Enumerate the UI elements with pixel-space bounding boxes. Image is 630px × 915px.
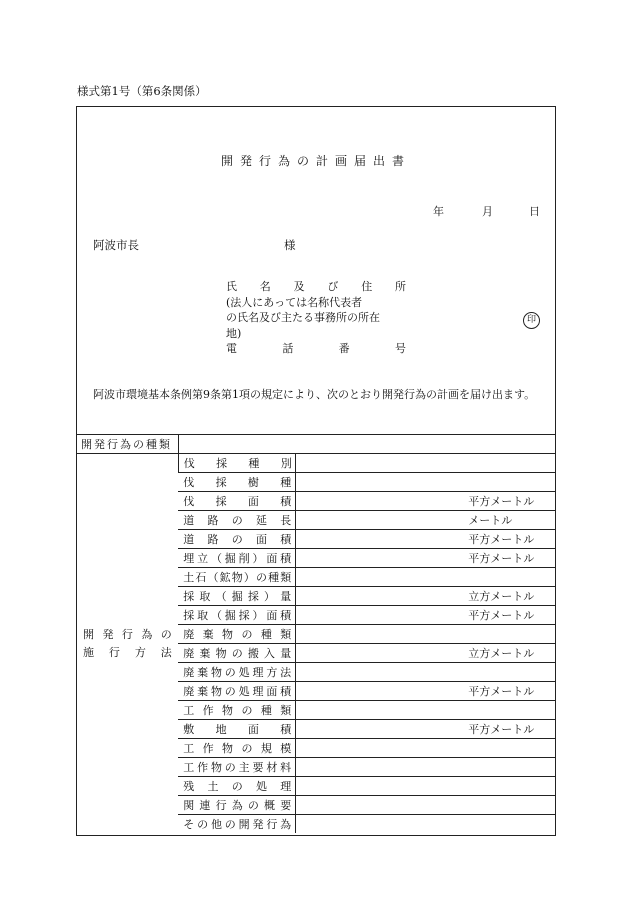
item-label: 伐 採 種 別 [183, 457, 292, 470]
item-value-cell[interactable] [296, 663, 555, 682]
item-unit: 立方メートル [468, 590, 535, 603]
item-value-cell[interactable] [296, 549, 555, 568]
item-value-cell[interactable] [296, 777, 555, 796]
date-day: 日 [529, 205, 540, 218]
item-unit: 平方メートル [468, 495, 535, 508]
honorific: 様 [284, 238, 296, 252]
item-label: 道 路 の 面 積 [183, 533, 292, 546]
item-unit: 平方メートル [468, 723, 535, 736]
method-label-line: 施 行 方 法 [83, 645, 172, 659]
date-month: 月 [482, 205, 493, 218]
seal-mark: 印 [523, 312, 540, 329]
item-label-cell [178, 663, 295, 682]
item-label-cell [178, 682, 295, 701]
item-label: 伐 採 樹 種 [183, 476, 292, 489]
corp-note-line-2: の氏名及び主たる事務所の所在 [226, 311, 380, 324]
method-label-line: 開 発 行 為 の [83, 627, 172, 641]
item-label-cell [178, 492, 295, 511]
item-value-cell[interactable] [296, 568, 555, 587]
item-label: 廃 棄 物 の 種 類 [183, 628, 292, 641]
item-label: 採 取 （ 掘 採 ） 面 積 [183, 609, 292, 622]
item-value-cell[interactable] [296, 625, 555, 644]
item-label: 廃 棄 物 の 処 理 面 積 [183, 685, 292, 698]
corp-note-line-1: (法人にあっては名称代表者 [226, 295, 363, 309]
item-unit: 平方メートル [468, 685, 535, 698]
phone-label: 電 話 番 号 [226, 342, 406, 355]
item-label: 工 作 物 の 規 模 [183, 742, 292, 755]
item-label-cell [178, 701, 295, 720]
form-title: 開発行為の計画届出書 [220, 154, 411, 168]
item-value-cell[interactable] [296, 796, 555, 815]
plan-table [77, 434, 555, 833]
form-number-label: 様式第1号（第6条関係） [77, 84, 207, 98]
addressee: 阿波市長 [93, 238, 139, 252]
item-label-cell [178, 511, 295, 530]
item-label-cell [178, 549, 295, 568]
item-value-cell[interactable] [296, 511, 555, 530]
item-label-cell [178, 777, 295, 796]
item-label: 道 路 の 延 長 [183, 514, 292, 527]
item-unit: 平方メートル [468, 533, 535, 546]
item-label: 関 連 行 為 の 概 要 [183, 799, 292, 812]
method-label [77, 454, 178, 834]
item-label-cell [178, 606, 295, 625]
item-label: 残 土 の 処 理 [183, 780, 292, 793]
item-unit: 平方メートル [468, 552, 535, 565]
name-address-label: 氏 名 及 び 住 所 [226, 280, 406, 293]
table-row [77, 454, 555, 473]
item-label-cell [178, 530, 295, 549]
item-label-cell [178, 454, 295, 473]
item-label: 採 取 （ 掘 採 ） 量 [183, 590, 292, 603]
item-label-cell [178, 625, 295, 644]
item-label-cell [178, 473, 295, 492]
item-unit: 平方メートル [468, 609, 535, 622]
declaration-statement: 阿波市環境基本条例第9条第1項の規定により、次のとおり開発行為の計画を届け出ます。 [93, 388, 536, 401]
kind-value-cell[interactable] [178, 435, 555, 454]
item-label-cell [178, 796, 295, 815]
item-label-cell [178, 644, 295, 663]
kind-row [77, 435, 555, 454]
applicant-block [226, 279, 406, 357]
date-year: 年 [433, 205, 444, 218]
item-label-cell [178, 720, 295, 739]
item-label: 埋 立 （ 掘 削 ） 面 積 [183, 552, 292, 565]
item-value-cell[interactable] [296, 587, 555, 606]
item-label: 土 石 （ 鉱 物 ） の 種 類 [183, 571, 292, 584]
corp-note-line-3: 地) [226, 326, 242, 340]
item-value-cell[interactable] [296, 739, 555, 758]
item-value-cell[interactable] [296, 644, 555, 663]
item-label: 廃 棄 物 の 搬 入 量 [183, 647, 292, 660]
item-label: 工 作 物 の 種 類 [183, 704, 292, 717]
item-label-cell [178, 568, 295, 587]
item-label: 廃 棄 物 の 処 理 方 法 [183, 666, 292, 679]
form-header [77, 107, 555, 435]
item-label-cell [178, 587, 295, 606]
item-value-cell[interactable] [296, 701, 555, 720]
item-value-cell[interactable] [296, 815, 555, 834]
item-label: 敷 地 面 積 [183, 723, 292, 736]
kind-label: 開発行為の種類 [77, 435, 178, 454]
item-value-cell[interactable] [296, 682, 555, 701]
item-value-cell[interactable] [296, 530, 555, 549]
item-value-cell[interactable] [296, 473, 555, 492]
item-label-cell [178, 758, 295, 777]
item-value-cell[interactable] [296, 454, 555, 473]
item-value-cell[interactable] [296, 758, 555, 777]
item-unit: 立方メートル [468, 647, 535, 660]
item-value-cell[interactable] [296, 492, 555, 511]
item-value-cell[interactable] [296, 606, 555, 625]
item-label: そ の 他 の 開 発 行 為 [183, 818, 292, 831]
item-label-cell [178, 739, 295, 758]
item-label-cell [178, 815, 295, 834]
item-unit: メートル [468, 514, 513, 527]
item-label: 工 作 物 の 主 要 材 料 [183, 761, 292, 774]
item-value-cell[interactable] [296, 720, 555, 739]
form-frame [76, 106, 556, 836]
item-label: 伐 採 面 積 [183, 495, 292, 508]
